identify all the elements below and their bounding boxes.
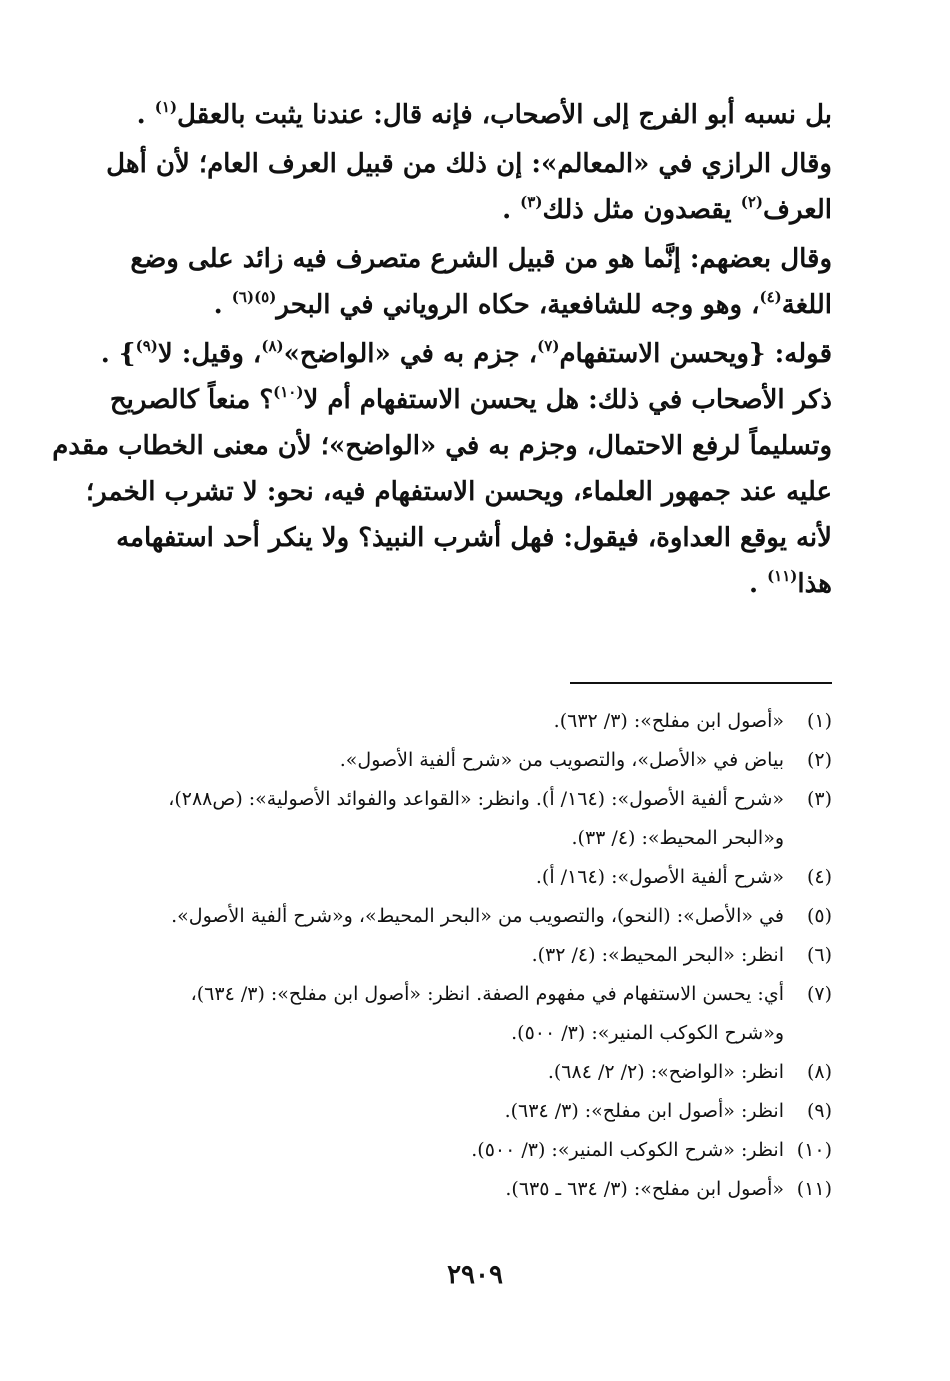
footnote-line: «شرح ألفية الأصول»: (١٦٤/ أ). وانظر: «القواعد والفوائد الأصولية»: (ص٢٨٨)، xyxy=(168,788,784,810)
paragraph-2 xyxy=(106,141,832,233)
footnote-item xyxy=(120,702,832,741)
footnote-item xyxy=(120,858,832,897)
page-number: ٢٩٠٩ xyxy=(447,1260,503,1290)
footnote-separator xyxy=(570,682,832,684)
footnote-number: (١٠) xyxy=(796,1139,832,1161)
footnote-ref[interactable]: (١٠) xyxy=(273,383,304,401)
footnote-ref[interactable]: (٢) xyxy=(740,193,763,211)
footnotes xyxy=(120,702,832,1209)
text-run: . xyxy=(502,195,521,225)
text-run: ذكر الأصحاب في ذلك: هل يحسن الاستفهام أم لا xyxy=(303,385,832,415)
text-run: . xyxy=(748,569,768,599)
footnote-ref[interactable]: (٧) xyxy=(537,337,560,355)
text-run: } . xyxy=(100,339,136,369)
footnote-ref[interactable]: (١) xyxy=(154,98,178,116)
main-text xyxy=(52,92,832,607)
footnote-text: «شرح ألفية الأصول»: (١٦٤/ أ). xyxy=(535,866,784,888)
text-line: وتسليماً لرفع الاحتمال، وجزم به في «الواضح»؛ لأن معنى الخطاب مقدم xyxy=(52,431,832,461)
footnote-ref[interactable]: (٣) xyxy=(520,193,543,211)
footnote-number: (٩) xyxy=(806,1100,832,1122)
footnote-item xyxy=(120,780,832,858)
footnote-number: (٣) xyxy=(806,788,832,810)
footnote-item xyxy=(120,1170,832,1209)
text-run: . xyxy=(136,100,155,130)
text-line xyxy=(109,377,832,423)
text-line: وقال الرازي في «المعالم»: إن ذلك من قبيل العرف العام؛ لأن أهل xyxy=(106,149,832,179)
footnote-text: «أصول ابن مفلح»: (٣/ ٦٣٢). xyxy=(553,710,784,732)
text-run: يقصدون مثل ذلك xyxy=(542,195,741,225)
footnote-ref[interactable]: (٨) xyxy=(261,337,284,355)
footnote-item xyxy=(120,741,832,780)
footnote-text: «أصول ابن مفلح»: (٣/ ٦٣٤ ـ ٦٣٥). xyxy=(505,1178,784,1200)
text-line xyxy=(120,282,832,328)
footnote-item xyxy=(120,1092,832,1131)
footnote-text: انظر: «البحر المحيط»: (٤/ ٣٢). xyxy=(531,944,784,966)
footnote-number: (١) xyxy=(806,710,832,732)
footnote-ref[interactable]: (٤) xyxy=(759,288,782,306)
footnote-text: انظر: «شرح الكوكب المنير»: (٣/ ٥٠٠). xyxy=(471,1139,784,1161)
footnote-text: انظر: «أصول ابن مفلح»: (٣/ ٦٣٤). xyxy=(504,1100,784,1122)
text-line: لأنه يوقع العداوة، فيقول: فهل أشرب النبيذ؟ ولا ينكر أحد استفهامه xyxy=(116,523,832,553)
footnote-text xyxy=(120,780,784,858)
paragraph-5 xyxy=(52,377,832,607)
text-run: هذا xyxy=(797,569,832,599)
text-run: ، وهو وجه للشافعية، حكاه الروياني في البحر xyxy=(276,290,760,320)
footnote-item xyxy=(120,936,832,975)
footnote-text: انظر: «الواضح»: (٢/ ٢/ ٦٨٤). xyxy=(547,1061,784,1083)
footnote-item xyxy=(120,897,832,936)
footnote-item xyxy=(120,975,832,1053)
footnote-number: (٦) xyxy=(806,944,832,966)
footnote-number: (٢) xyxy=(806,749,832,771)
footnote-line: و«شرح الكوكب المنير»: (٣/ ٥٠٠). xyxy=(511,1022,784,1044)
text-run: ؟ منعاً كالصريح xyxy=(109,385,274,415)
footnote-ref[interactable]: (٦) xyxy=(231,288,255,306)
text-run: العرف xyxy=(763,195,832,225)
text-line xyxy=(100,331,832,377)
text-line xyxy=(120,187,832,233)
text-run: . xyxy=(213,290,232,320)
footnote-number: (٧) xyxy=(806,983,832,1005)
footnote-text xyxy=(120,975,784,1053)
text-line: عليه عند جمهور العلماء، ويحسن الاستفهام فيه، نحو: لا تشرب الخمر؛ xyxy=(85,477,832,507)
footnote-number: (٤) xyxy=(806,866,832,888)
footnote-line: و«البحر المحيط»: (٤/ ٣٣). xyxy=(571,827,784,849)
paragraph-4 xyxy=(100,331,832,377)
text-line: وقال بعضهم: إنَّما هو من قبيل الشرع متصرف فيه زائد على وضع xyxy=(130,244,832,274)
text-line xyxy=(120,92,832,138)
text-run: ، وقيل: لا xyxy=(157,339,262,369)
footnote-item xyxy=(120,1053,832,1092)
paragraph-3 xyxy=(120,236,832,328)
paragraph-1 xyxy=(120,92,832,138)
footnote-ref[interactable]: (٩) xyxy=(135,337,158,355)
text-line xyxy=(120,561,832,607)
text-run: قوله: {ويحسن الاستفهام xyxy=(559,339,832,369)
footnote-line: أي: يحسن الاستفهام في مفهوم الصفة. انظر: «أصول ابن مفلح»: (٣/ ٦٣٤)، xyxy=(190,983,784,1005)
footnote-number: (٨) xyxy=(806,1061,832,1083)
footnote-number: (٥) xyxy=(806,905,832,927)
footnote-item xyxy=(120,1131,832,1170)
footnote-text: بياض في «الأصل»، والتصويب من «شرح ألفية الأصول». xyxy=(339,749,784,771)
text-run: اللغة xyxy=(781,290,832,320)
footnote-number: (١١) xyxy=(796,1178,832,1200)
text-run: بل نسبه أبو الفرج إلى الأصحاب، فإنه قال: عندنا يثبت بالعقل xyxy=(177,100,832,130)
footnote-ref[interactable]: (١١) xyxy=(767,567,798,585)
text-run: ، جزم به في «الواضح» xyxy=(283,339,538,369)
footnote-text: في «الأصل»: (النحو)، والتصويب من «البحر المحيط»، و«شرح ألفية الأصول». xyxy=(171,905,784,927)
footnote-ref[interactable]: (٥) xyxy=(254,288,277,306)
